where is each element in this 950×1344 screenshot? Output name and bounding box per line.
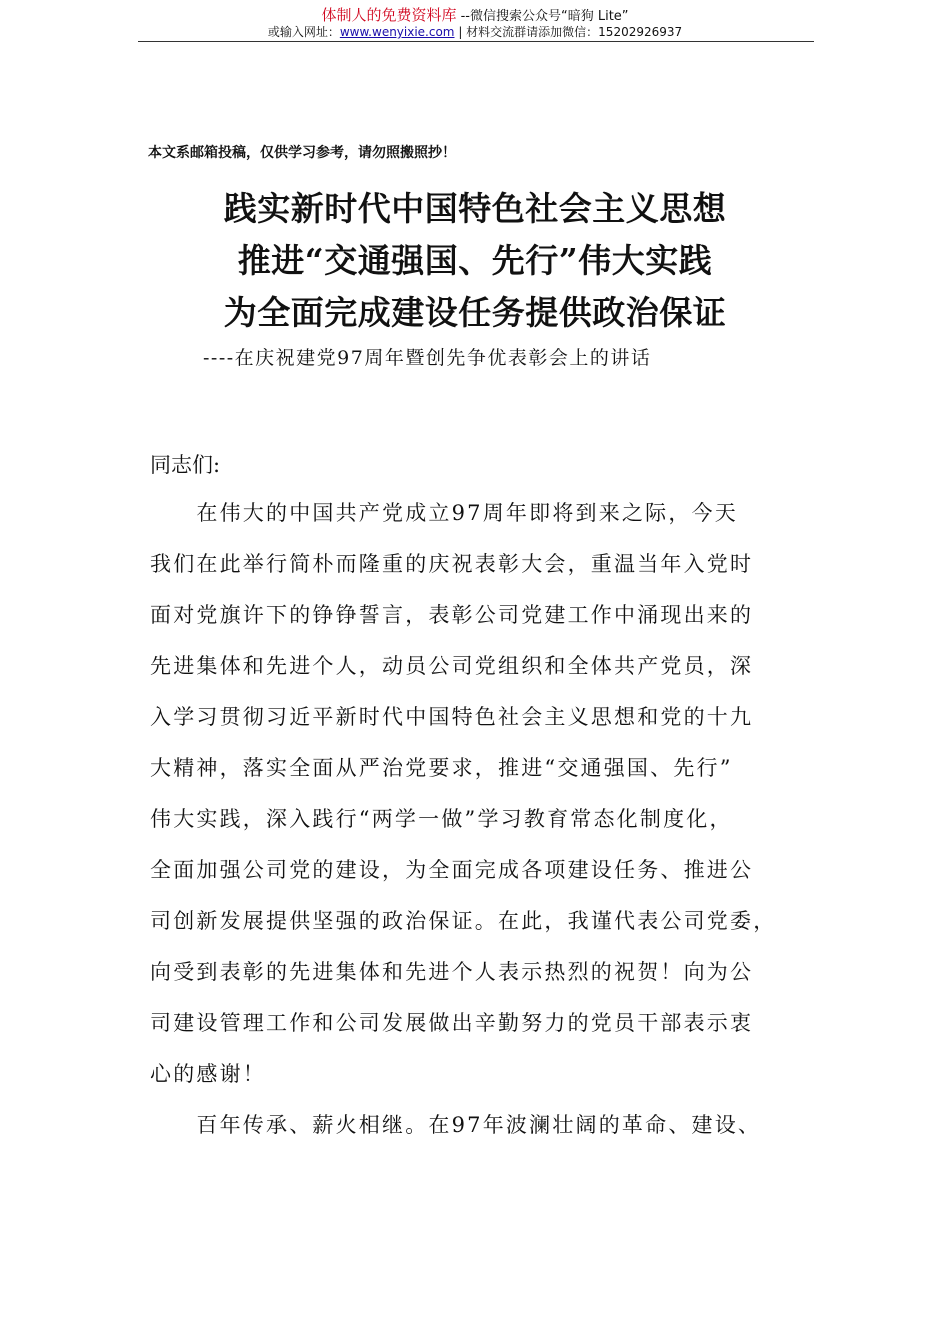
- url-prefix: 或输入网址：: [267, 25, 340, 39]
- body-line: 伟大实践，深入践行“两学一做”学习教育常态化制度化，: [150, 807, 733, 831]
- body-line: 大精神，落实全面从严治党要求，推进“交通强国、先行”: [150, 756, 733, 780]
- body-line: 百年传承、薪火相继。在97年波澜壮阔的革命、建设、: [150, 1113, 762, 1137]
- contact-info: | 材料交流群请添加微信：15202926937: [454, 25, 683, 39]
- title-line-2: 推进“交通强国、先行”伟大实践: [237, 241, 713, 280]
- salutation: 同志们:: [150, 453, 221, 477]
- title-line-3: 为全面完成建设任务提供政治保证: [223, 293, 727, 332]
- body-line: 我们在此举行简朴而隆重的庆祝表彰大会，重温当年入党时: [150, 552, 754, 576]
- header-line-2: [0, 23, 950, 40]
- brand-name: 体制人的免费资料库: [321, 6, 457, 24]
- header-line-1: [0, 4, 950, 25]
- body-line: 向受到表彰的先进集体和先进个人表示热烈的祝贺！向为公: [150, 960, 754, 984]
- body-line: 先进集体和先进个人，动员公司党组织和全体共产党员，深: [150, 654, 754, 678]
- body-line: 入学习贯彻习近平新时代中国特色社会主义思想和党的十九: [150, 705, 754, 729]
- body-line: 在伟大的中国共产党成立97周年即将到来之际，今天: [150, 501, 738, 525]
- speech-subtitle: ----在庆祝建党97周年暨创先争优表彰会上的讲话: [203, 347, 652, 369]
- header-divider: [138, 41, 814, 42]
- header-tagline: --微信搜索公众号“暗狗 Lite”: [456, 9, 629, 24]
- body-line: 司创新发展提供坚强的政治保证。在此，我谨代表公司党委，: [150, 909, 777, 933]
- body-line: 全面加强公司党的建设，为全面完成各项建设任务、推进公: [150, 858, 754, 882]
- body-line: 心的感谢！: [150, 1062, 266, 1086]
- body-line: 司建设管理工作和公司发展做出辛勤努力的党员干部表示衷: [150, 1011, 754, 1035]
- submission-notice: 本文系邮箱投稿，仅供学习参考，请勿照搬照抄！: [148, 145, 456, 161]
- title-line-1: 践实新时代中国特色社会主义思想: [223, 189, 727, 228]
- body-line: 面对党旗许下的铮铮誓言，表彰公司党建工作中涌现出来的: [150, 603, 754, 627]
- website-link[interactable]: www.wenyixie.com: [339, 25, 455, 39]
